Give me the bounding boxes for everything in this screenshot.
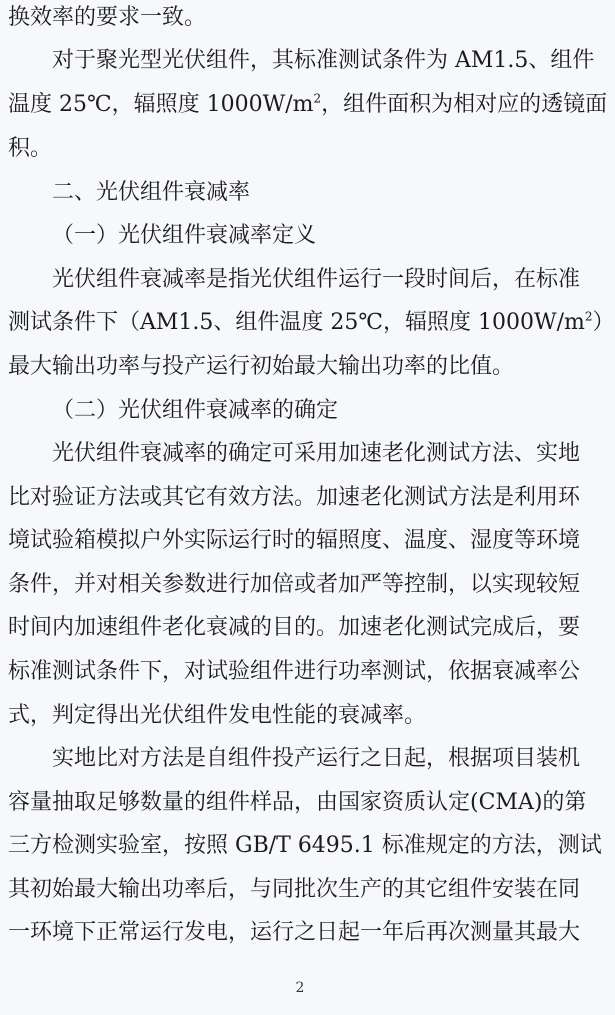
text-line: 光伏组件衰减率的确定可采用加速老化测试方法、实地: [52, 441, 581, 466]
subsection-heading: （二）光伏组件衰减率的确定: [52, 398, 339, 423]
text-line: 最大输出功率与投产运行初始最大输出功率的比值。: [8, 354, 515, 379]
text-line: 光伏组件衰减率是指光伏组件运行一段时间后，在标准: [52, 267, 581, 292]
text-line: 比对验证方法或其它有效方法。加速老化测试方法是利用环: [8, 485, 581, 510]
text-line: 标准测试条件下，对试验组件进行功率测试，依据衰减率公: [8, 659, 581, 684]
text-line: 条件，并对相关参数进行加倍或者加严等控制，以实现较短: [8, 572, 581, 597]
text-line: 式，判定得出光伏组件发电性能的衰减率。: [8, 703, 427, 728]
subsection-heading: （一）光伏组件衰减率定义: [52, 223, 317, 248]
text-line: 境试验箱模拟户外实际运行时的辐照度、温度、湿度等环境: [8, 528, 581, 553]
text-line: 其初始最大输出功率后，与同批次生产的其它组件安装在同: [8, 877, 581, 902]
text-line: 换效率的要求一致。: [8, 5, 207, 30]
text-line: 一环境下正常运行发电，运行之日起一年后再次测量其最大: [8, 920, 581, 945]
text-line: 时间内加速组件老化衰减的目的。加速老化测试完成后，要: [8, 615, 581, 640]
text-line: 积。: [8, 136, 53, 161]
text-line: 实地比对方法是自组件投产运行之日起，根据项目装机: [52, 746, 581, 771]
text-line: 温度 25℃，辐照度 $1000W/m^2$，组件面积为相对应的透镜面: [8, 91, 608, 117]
page-number: 2: [295, 980, 305, 996]
text-line: 对于聚光型光伏组件，其标准测试条件为 AM1.5、组件: [52, 48, 595, 73]
section-heading: 二、光伏组件衰减率: [52, 180, 251, 205]
text-line: 容量抽取足够数量的组件样品，由国家资质认定(CMA)的第: [8, 790, 587, 815]
text-line: 三方检测实验室，按照 GB/T 6495.1 标准规定的方法，测试: [8, 833, 602, 858]
text-line: 测试条件下（AM1.5、组件温度 25℃，辐照度 $1000W/m^2$）: [8, 309, 615, 335]
